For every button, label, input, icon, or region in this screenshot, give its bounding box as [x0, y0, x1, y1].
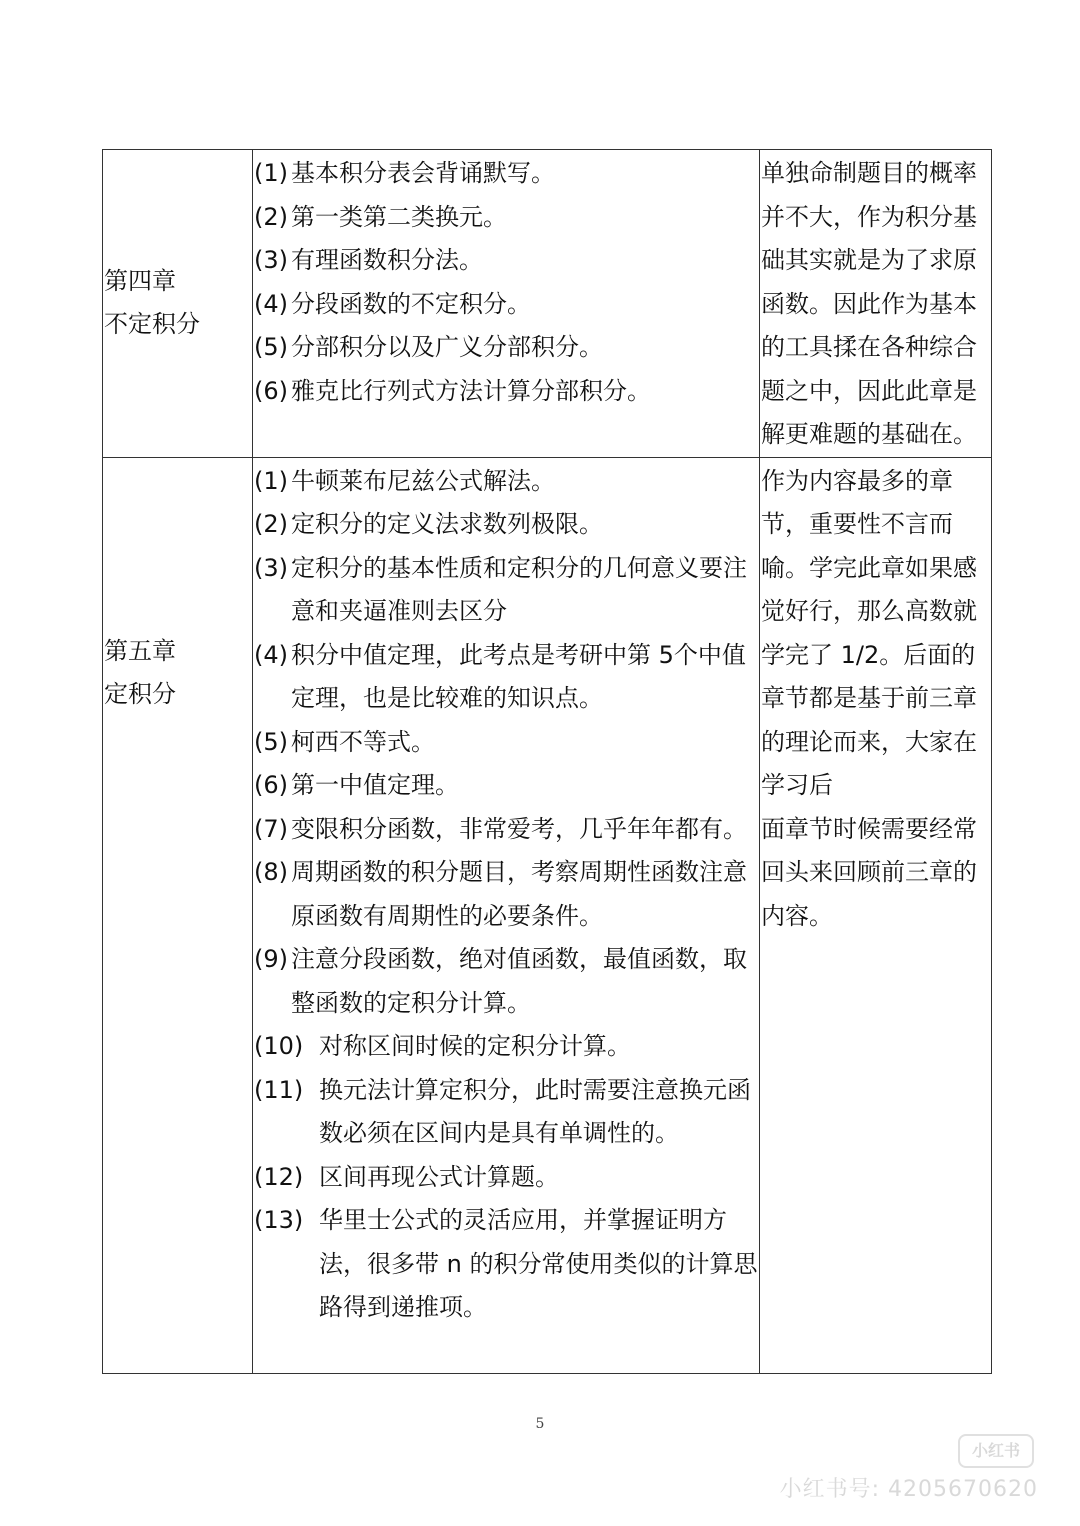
table-row: [103, 457, 992, 1373]
list-item: (11) 换元法计算定积分，此时需要注意换元函数必须在区间内是具有单调性的。: [254, 1075, 751, 1147]
list-item: (13) 华里士公式的灵活应用，并掌握证明方法，很多带 n 的积分常使用类似的计算思路得到递推项。: [254, 1206, 758, 1321]
list-item: (2) 定积分的定义法求数列极限。: [254, 510, 603, 538]
note-line: 章节都是基于前三章: [761, 684, 977, 712]
chapter-number: 第四章: [104, 266, 176, 295]
list-item: (9) 注意分段函数，绝对值函数，最值函数，取整函数的定积分计算。: [254, 945, 747, 1017]
list-item: (5) 分部积分以及广义分部积分。: [254, 333, 603, 361]
table-row: [103, 150, 992, 458]
note-line: 面章节时候需要经常: [761, 814, 977, 843]
chapter-title: 定积分: [104, 680, 176, 708]
topics-cell: [253, 150, 760, 458]
list-item: (12) 区间再现公式计算题。: [254, 1162, 559, 1191]
list-item: (3) 有理函数积分法。: [254, 246, 483, 274]
note-line: 觉好行，那么高数就: [761, 597, 977, 625]
list-item: (10) 对称区间时候的定积分计算。: [254, 1032, 631, 1060]
note-line: 内容。: [761, 901, 833, 930]
note-line: 回头来回顾前三章的: [761, 858, 977, 886]
note-line: 学完了 1/2。后面的: [761, 640, 976, 669]
list-item: (8) 周期函数的积分题目，考察周期性函数注意原函数有周期性的必要条件。: [254, 858, 747, 930]
list-item: (1) 基本积分表会背诵默写。: [254, 159, 555, 187]
list-item: (3) 定积分的基本性质和定积分的几何意义要注意和夹逼准则去区分: [254, 553, 747, 625]
note-line: 学习后: [761, 771, 833, 799]
watermark-logo: 小红书: [958, 1434, 1034, 1468]
note-line: 并不大，作为积分基: [761, 202, 977, 231]
list-item: (5) 柯西不等式。: [254, 727, 435, 756]
chapter-cell: [103, 150, 253, 458]
note-line: 喻。学完此章如果感: [761, 553, 977, 582]
syllabus-table: [102, 149, 992, 1374]
note-cell: [760, 150, 992, 458]
list-item: (7) 变限积分函数，非常爱考，几乎年年都有。: [254, 814, 747, 843]
note-line: 作为内容最多的章: [761, 466, 953, 495]
watermark: 小红书号: 4205670620: [779, 1477, 1038, 1502]
note-line: 的工具揉在各种综合: [761, 333, 977, 361]
note-line: 函数。因此作为基本: [761, 289, 977, 318]
note-line: 题之中，因此此章是: [761, 376, 977, 405]
note-line: 解更难题的基础在。: [761, 420, 977, 448]
note-line: 单独命制题目的概率: [761, 159, 977, 187]
list-item: (6) 第一中值定理。: [254, 771, 459, 799]
chapter-title: 不定积分: [104, 310, 200, 339]
list-item: (4) 分段函数的不定积分。: [254, 289, 531, 318]
list-item: (2) 第一类第二类换元。: [254, 202, 507, 231]
list-item: (4) 积分中值定理，此考点是考研中第 5个中值定理，也是比较难的知识点。: [254, 640, 746, 712]
note-cell: [760, 457, 992, 1373]
list-item: (1) 牛顿莱布尼兹公式解法。: [254, 466, 555, 495]
note-line: 的理论而来，大家在: [761, 727, 977, 756]
chapter-number: 第五章: [104, 636, 176, 665]
note-line: 础其实就是为了求原: [761, 246, 977, 274]
topics-cell: [253, 457, 760, 1373]
chapter-cell: [103, 457, 253, 1373]
list-item: (6) 雅克比行列式方法计算分部积分。: [254, 376, 651, 405]
page-number: 5: [535, 1416, 545, 1432]
note-line: 节，重要性不言而: [761, 510, 953, 538]
